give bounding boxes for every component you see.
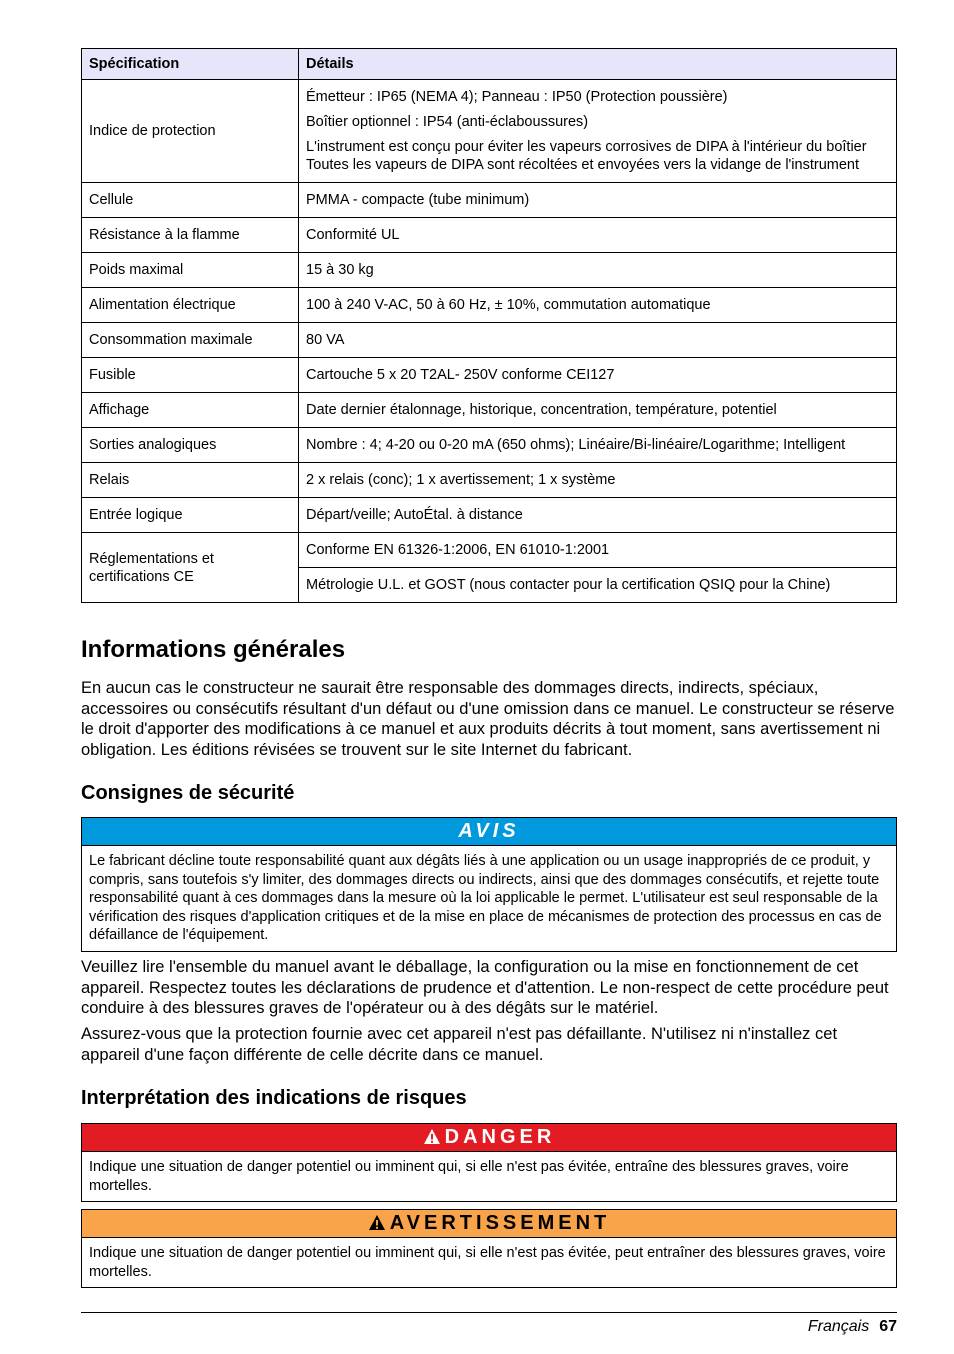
table-row xyxy=(82,498,897,533)
spec-detail-line: 100 à 240 V-AC, 50 à 60 Hz, ± 10%, commutation automatique xyxy=(306,297,711,313)
table-row xyxy=(82,533,897,568)
danger-text: Indique une situation de danger potentiel ou imminent qui, si elle n'est pas évitée, entraîne des blessures graves, voire mortelles. xyxy=(89,1159,849,1194)
spec-name-cell: Affichage xyxy=(82,393,299,428)
table-row xyxy=(82,253,897,288)
column-header-details: Détails xyxy=(299,49,897,80)
spec-name-cell: Résistance à la flamme xyxy=(82,218,299,253)
spec-details-cell xyxy=(299,288,897,323)
spec-details-cell xyxy=(299,463,897,498)
spec-details-cell xyxy=(299,323,897,358)
danger-label: DANGER xyxy=(444,1126,556,1148)
warning-text: Indique une situation de danger potentiel ou imminent qui, si elle n'est pas évitée, peut entraîner des blessures graves, voire mortelles. xyxy=(89,1245,886,1280)
spec-detail-line: L'instrument est conçu pour éviter les vapeurs corrosives de DIPA à l'intérieur du boîtier Toutes les vapeurs de DIPA sont récoltées et envoyées vers la vidange de l'instrument xyxy=(306,139,867,173)
spec-name-cell: Fusible xyxy=(82,358,299,393)
table-row xyxy=(82,183,897,218)
section-title-safety: Consignes de sécurité xyxy=(81,782,295,804)
safety-paragraph-1: Veuillez lire l'ensemble du manuel avant le déballage, la configuration ou la mise en fonctionnement de cet appareil. Respectez toutes les déclarations de prudence et d'attention. Le non-respect de cette procédure peut conduire à des blessures graves de l'opérateur ou à des dégâts sur le matériel. xyxy=(81,958,889,1017)
document-page xyxy=(81,48,897,1335)
spec-detail-line: Cartouche 5 x 20 T2AL- 250V conforme CEI127 xyxy=(306,367,615,383)
danger-box xyxy=(81,1123,897,1202)
spec-name-cell: Poids maximal xyxy=(82,253,299,288)
spec-details-cell xyxy=(299,183,897,218)
table-row xyxy=(82,288,897,323)
spec-name-cell: Alimentation électrique xyxy=(82,288,299,323)
spec-details-cell: Métrologie U.L. et GOST (nous contacter pour la certification QSIQ pour la Chine) xyxy=(299,568,897,603)
table-row xyxy=(82,428,897,463)
warning-triangle-icon xyxy=(423,1128,441,1145)
notice-text: Le fabricant décline toute responsabilité quant aux dégâts liés à une application ou un usage inappropriés de ce produit, y compris, sans toutefois s'y limiter, des dommages directs ou indirects, ainsi que des dommages consécutifs, et rejette toute responsabilité quant à ces dommages dans la mesure où la loi applicable le permet. L'utilisateur est seul responsable de la vérification des risques d'application critiques et de la mise en place de mécanismes de protection des processus en cas de défaillance de l'équipement. xyxy=(89,853,882,943)
general-paragraph: En aucun cas le constructeur ne saurait être responsable des dommages directs, indirects, spéciaux, accessoires ou consécutifs résultant d'un défaut ou d'une omission dans ce manuel. Le constructeur se réserve le droit d'apporter des modifications à ce manuel et aux produits décrits à tout moment, sans avertissement ni obligation. Les éditions révisées se trouvent sur le site Internet du fabricant. xyxy=(81,679,895,759)
spec-detail-line: PMMA - compacte (tube minimum) xyxy=(306,192,530,208)
spec-name-cell: Sorties analogiques xyxy=(82,428,299,463)
spec-name-cell: Consommation maximale xyxy=(82,323,299,358)
table-row xyxy=(82,80,897,183)
spec-name-cell: Indice de protection xyxy=(82,80,299,183)
spec-detail-line: Départ/veille; AutoÉtal. à distance xyxy=(306,507,523,523)
notice-box xyxy=(81,817,897,952)
table-header-row xyxy=(82,49,897,80)
specifications-table xyxy=(81,48,897,603)
table-body xyxy=(82,80,897,603)
spec-name-cell: Cellule xyxy=(82,183,299,218)
section-title-hazards: Interprétation des indications de risques xyxy=(81,1087,467,1109)
spec-details-cell xyxy=(299,80,897,183)
spec-detail-line: Date dernier étalonnage, historique, concentration, température, potentiel xyxy=(306,402,777,418)
warning-banner xyxy=(82,1210,896,1238)
spec-details-cell xyxy=(299,358,897,393)
page-footer xyxy=(808,1318,897,1336)
table-row xyxy=(82,323,897,358)
table-row xyxy=(82,358,897,393)
spec-name-cell: Réglementations et certifications CE xyxy=(82,533,299,603)
warning-box xyxy=(81,1209,897,1288)
spec-details-cell xyxy=(299,393,897,428)
safety-paragraph-2: Assurez-vous que la protection fournie avec cet appareil n'est pas défaillante. N'utilisez ni n'installez cet appareil d'une façon différente de celle décrite dans ce manuel. xyxy=(81,1025,838,1064)
spec-detail-line: 80 VA xyxy=(306,332,345,348)
spec-name-cell: Relais xyxy=(82,463,299,498)
spec-details-cell xyxy=(299,428,897,463)
column-header-specification: Spécification xyxy=(82,49,299,80)
spec-name-cell: Entrée logique xyxy=(82,498,299,533)
spec-detail-line: Nombre : 4; 4-20 ou 0-20 mA (650 ohms); Linéaire/Bi-linéaire/Logarithme; Intelligent xyxy=(306,437,846,453)
spec-details-cell xyxy=(299,498,897,533)
footer-divider xyxy=(81,1312,897,1313)
table-row xyxy=(82,393,897,428)
spec-detail-line: 15 à 30 kg xyxy=(306,262,374,278)
warning-label: AVERTISSEMENT xyxy=(389,1212,611,1234)
page-number: 67 xyxy=(879,1318,897,1335)
footer-language: Français xyxy=(807,1318,870,1335)
section-title-general: Informations générales xyxy=(81,636,346,663)
spec-detail-line: Conformité UL xyxy=(306,227,400,243)
table-row xyxy=(82,218,897,253)
table-row xyxy=(82,463,897,498)
spec-detail-line: 2 x relais (conc); 1 x avertissement; 1 x système xyxy=(306,472,616,488)
spec-details-cell xyxy=(299,218,897,253)
notice-banner: AVIS xyxy=(82,818,896,846)
spec-details-cell xyxy=(299,253,897,288)
danger-banner xyxy=(82,1124,896,1152)
spec-detail-line: Boîtier optionnel : IP54 (anti-éclaboussures) xyxy=(306,114,589,130)
warning-triangle-icon xyxy=(368,1214,386,1231)
spec-details-cell: Conforme EN 61326-1:2006, EN 61010-1:2001 xyxy=(299,533,897,568)
spec-detail-line: Émetteur : IP65 (NEMA 4); Panneau : IP50 (Protection poussière) xyxy=(306,89,728,105)
